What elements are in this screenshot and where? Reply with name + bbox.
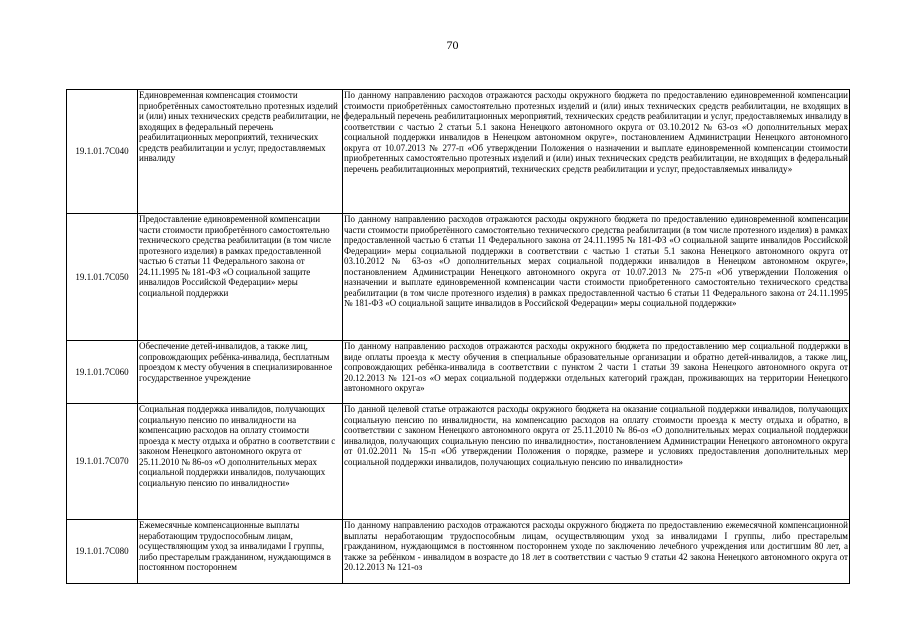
expense-name-cell: Социальная поддержка инвалидов, получающих социальную пенсию по инвалидности на компенсацию расходов на оплату стоимости проезда к месту отдыха и обратно в соответствии с законом Ненецкого автономного округа от 25.11.2010 № 86-оз «О дополнительных мерах социальной поддержки инвалидов, получающих социальную пенсию по инвалидности» (138, 404, 343, 520)
table-row (67, 214, 850, 341)
expense-description-cell: По данному направлению расходов отражаются расходы окружного бюджета по предоставлению мер социальной поддержки в виде оплаты проезда к месту обучения в специальные образовательные организации и обратно детей-инвалидов, а также лиц, сопровождающих ребёнка-инвалида в соответствии с пунктом 2 части 1 статьи 39 закона Ненецкого автономного округа от 20.12.2013 № 121-оз «О мерах социальной поддержки отдельных категорий граждан, проживающих на территории Ненецкого автономного округа» (343, 341, 850, 404)
expense-name-cell: Предоставление единовременной компенсации части стоимости приобретённого самостоятельно технического средства реабилитации (в том числе протезного изделия) в рамках предоставленной частью 6 статьи 11 Федерального закона от 24.11.1995 № 181-ФЗ «О социальной защите инвалидов Российской Федерации» меры социальной поддержки (138, 214, 343, 341)
table-row (67, 90, 850, 214)
expense-description-cell: По данной целевой статье отражаются расходы окружного бюджета на оказание социальной поддержки инвалидов, получающих социальную пенсию по инвалидности, на компенсацию расходов на оплату стоимости проезда к месту отдыха и обратно, в соответствии с законом Ненецкого автономного округа от 25.11.2010 № 86-оз «О дополнительных мерах социальной поддержки инвалидов, получающих социальную пенсию по инвалидности», постановлением Администрации Ненецкого автономного округа от 01.02.2011 № 15-п «Об утверждении Положения о порядке, размере и условиях предоставления дополнительных мер социальной поддержки инвалидов, получающих социальную пенсию по инвалидности» (343, 404, 850, 520)
target-code-cell: 19.1.01.7С080 (67, 520, 138, 584)
expense-description-cell: По данному направлению расходов отражаются расходы окружного бюджета по предоставлению единовременной компенсации стоимости приобретённых самостоятельно протезных изделий и (или) иных технических средств реабилитации, не входящих в федеральный перечень реабилитационных мероприятий, технических средств реабилитации и услуг, предоставляемых инвалиду в соответствии с частью 2 статьи 5.1 закона Ненецкого автономного округа от 03.10.2012 № 63-оз «О дополнительных мерах социальной поддержки инвалидов в Ненецком автономном округе», постановлением Администрации Ненецкого автономного округа от 10.07.2013 № 277-п «Об утверждении Положения о назначении и выплате единовременной компенсации стоимости приобретенных самостоятельно протезных изделий и (или) иных технических средств реабилитации, не входящих в федеральный перечень реабилитационных мероприятий, технических средств реабилитации и услуг, предоставляемых инвалиду» (343, 90, 850, 214)
expense-name-cell: Единовременная компенсация стоимости приобретённых самостоятельно протезных изделий и (или) иных технических средств реабилитации, не входящих в федеральный перечень реабилитационных мероприятий, технических средств реабилитации и услуг, предоставляемых инвалиду (138, 90, 343, 214)
target-code-cell: 19.1.01.7С040 (67, 90, 138, 214)
target-code-cell: 19.1.01.7С070 (67, 404, 138, 520)
table-row (67, 404, 850, 520)
target-code-cell: 19.1.01.7С060 (67, 341, 138, 404)
expense-name-cell: Ежемесячные компенсационные выплаты неработающим трудоспособным лицам, осуществляющим уход за инвалидами I группы, либо престарелым гражданином, нуждающимся в постоянном постороннем (138, 520, 343, 584)
target-code-cell: 19.1.01.7С050 (67, 214, 138, 341)
expense-description-cell: По данному направлению расходов отражаются расходы окружного бюджета по предоставлению единовременной компенсации части стоимости приобретённого самостоятельно технического средства реабилитации (в том числе протезного изделия) в рамках предоставленной частью 6 статьи 11 Федерального закона от 24.11.1995 № 181-ФЗ «О социальной защите инвалидов Российской Федерации» меры социальной поддержки в соответствии с частью 1 статьи 5.1 закона Ненецкого автономного округа от 03.10.2012 № 63-оз «О дополнительных мерах социальной поддержки инвалидов в Ненецком автономном округе», постановлением Администрации Ненецкого автономного округа от 10.07.2013 № 275-п «Об утверждении Положения о назначении и выплате единовременной компенсации части стоимости приобретенного самостоятельно технического средства реабилитации (в том числе протезного изделия) в рамках предоставленной частью 6 статьи 11 Федерального закона от 24.11.1995 № 181-ФЗ «О социальной защите инвалидов в Российской Федерации» меры социальной поддержки» (343, 214, 850, 341)
expense-description-cell: По данному направлению расходов отражаются расходы окружного бюджета по предоставлению ежемесячной компенсационной выплаты неработающим трудоспособным лицам, осуществляющим уход за инвалидами I группы, либо престарелым гражданином, нуждающимся в постоянном постороннем уходе по заключению лечебного учреждения или достигшим 80 лет, а также за ребёнком - инвалидом в возрасте до 18 лет в соответствии с частью 9 статьи 42 закона Ненецкого автономного округа от 20.12.2013 № 121-оз (343, 520, 850, 584)
table-row (67, 520, 850, 584)
budget-classification-table (66, 89, 850, 584)
page-number: 70 (446, 38, 459, 52)
expense-name-cell: Обеспечение детей-инвалидов, а также лиц, сопровождающих ребёнка-инвалида, бесплатным проездом к месту обучения в специализированное государственное учреждение (138, 341, 343, 404)
table-row (67, 341, 850, 404)
